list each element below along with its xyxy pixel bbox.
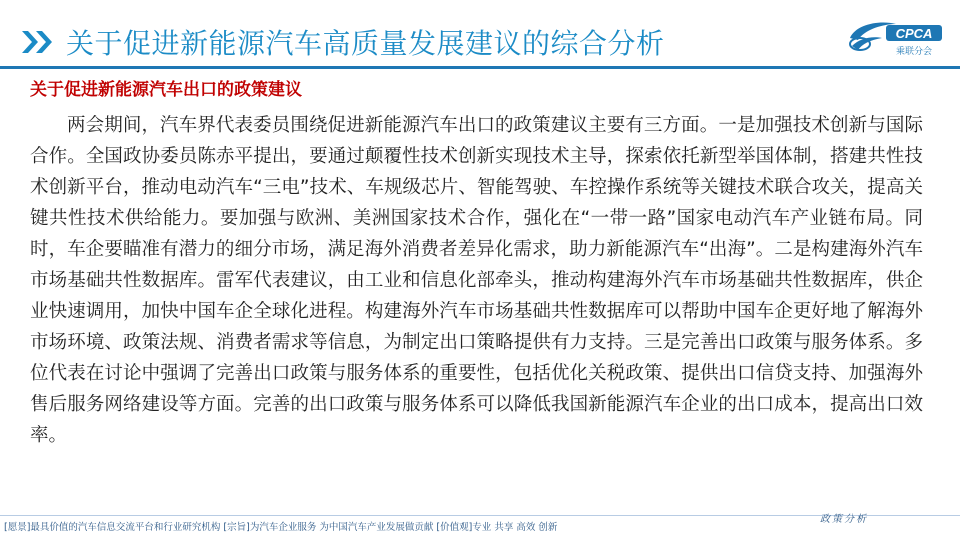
svg-text:CPCA: CPCA bbox=[895, 26, 933, 41]
page-title: 关于促进新能源汽车高质量发展建议的综合分析 bbox=[66, 27, 665, 60]
cpca-logo bbox=[846, 16, 946, 60]
section-title: 关于促进新能源汽车出口的政策建议 bbox=[30, 80, 302, 100]
footer-mission-text: [愿景]最具价值的汽车信息交流平台和行业研究机构 [宗旨]为汽车企业服务 为中国汽车产业发展做贡献 [价值观]专业 共享 高效 创新 bbox=[4, 522, 558, 533]
slide-header bbox=[0, 0, 960, 68]
footer-brand: 政策分析 bbox=[820, 514, 868, 525]
footer-divider bbox=[0, 515, 960, 516]
body-paragraph: 两会期间，汽车界代表委员围绕促进新能源汽车出口的政策建议主要有三方面。一是加强技术创新与国际合作。全国政协委员陈赤平提出，要通过颠覆性技术创新实现技术主导，探索依托新型举国体制，搭建共性技术创新平台，推动电动汽车“三电”技术、车规级芯片、智能驾驶、车控操作系统等关键技术联合攻关，提高关键共性技术供给能力。要加强与欧洲、美洲国家技术合作，强化在“一带一路”国家电动汽车产业链布局。同时，车企要瞄准有潜力的细分市场，满足海外消费者差异化需求，助力新能源汽车“出海”。二是构建海外汽车市场基础共性数据库。雷军代表建议，由工业和信息化部牵头，推动构建海外汽车市场基础共性数据库，供企业快速调用，加快中国车企全球化进程。构建海外汽车市场基础共性数据库可以帮助中国车企更好地了解海外市场环境、政策法规、消费者需求等信息，为制定出口策略提供有力支持。三是完善出口政策与服务体系。多位代表在讨论中强调了完善出口政策与服务体系的重要性，包括优化关税政策、提供出口信贷支持、加强海外售后服务网络建设等方面。完善的出口政策与服务体系可以降低我国新能源汽车企业的出口成本，提高出口效率。 bbox=[30, 115, 923, 446]
svg-text:乘联分会: 乘联分会 bbox=[895, 47, 933, 57]
header-divider bbox=[0, 66, 960, 69]
double-chevron-right-icon bbox=[22, 29, 58, 55]
